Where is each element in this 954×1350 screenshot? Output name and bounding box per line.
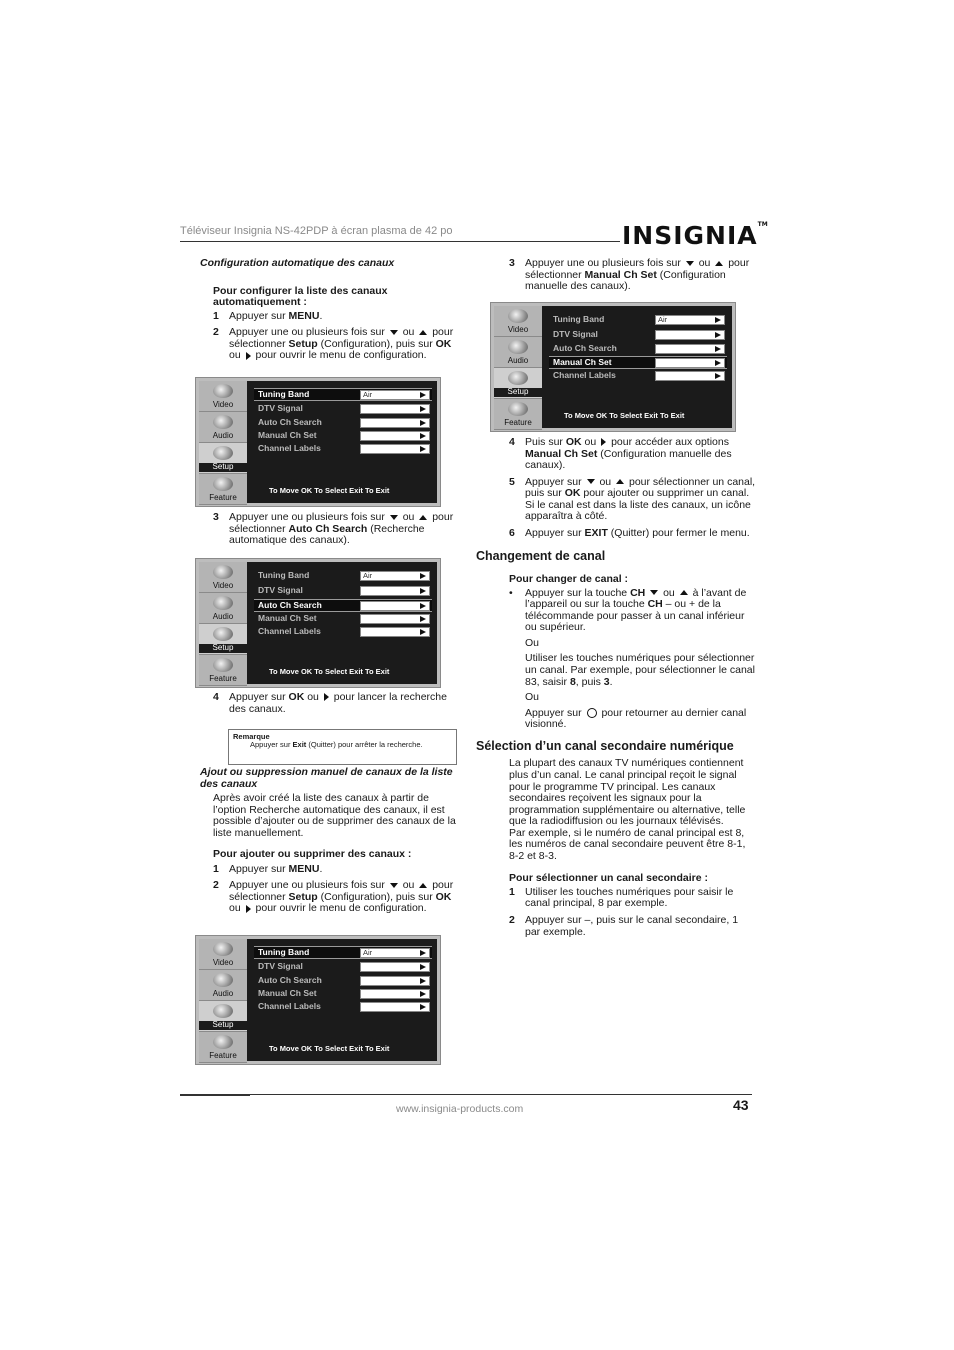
step-4-open-manual: 4 Puis sur OK ou pour accéder aux options Manual Ch Set (Configuration manuelle des canaux).: [509, 436, 732, 472]
osd-menu-screenshot: [490, 302, 736, 432]
osd-tab-feature: Feature: [199, 655, 247, 686]
osd-tab-video: Video: [199, 381, 247, 412]
section-4-paragraph-2: Par exemple, si le numéro de canal principal est 8, les numéros de canal secondaire peuvent être 8-1, 8-2 et 8-3.: [509, 826, 746, 862]
osd-nav-hint: To Move OK To Select Exit To Exit: [269, 485, 390, 495]
up-arrow-icon: [616, 479, 624, 484]
right-arrow-icon: [420, 950, 426, 956]
osd-item-auto-ch-search: Auto Ch Search: [254, 599, 432, 612]
osd-item-manual-ch-set: Manual Ch Set: [254, 988, 432, 1001]
footer-rule-accent: [180, 1094, 250, 1096]
or-separator: Ou: [525, 691, 540, 704]
note-body: Appuyer sur Exit (Quitter) pour arrêter la recherche.: [250, 740, 423, 750]
osd-tab-bar: [199, 381, 247, 503]
osd-tab-video: Video: [199, 939, 247, 970]
or-separator: Ou: [525, 636, 540, 649]
step-2-setup: 2 Appuyer une ou plusieurs fois sur ou pour sélectionner Setup (Configuration), puis sur OK ou pour ouvrir le menu de configuration.: [213, 879, 454, 915]
osd-item-tuning-band: Tuning Band Air: [254, 388, 432, 401]
osd-item-auto-ch-search: Auto Ch Search: [254, 417, 432, 430]
feature-icon: [213, 658, 233, 672]
video-icon: [213, 384, 233, 398]
osd-tab-audio: Audio: [494, 337, 542, 368]
right-arrow-icon: [715, 360, 721, 366]
logo-tm: TM: [757, 221, 768, 228]
footer-rule: [180, 1094, 752, 1095]
osd-item-dtv-signal: DTV Signal: [254, 403, 432, 416]
up-arrow-icon: [419, 515, 427, 520]
header-rule: [180, 241, 620, 242]
section-title-manual: Ajout ou suppression manuel de canaux de la liste des canaux: [200, 766, 453, 790]
osd-tab-audio: Audio: [199, 412, 247, 443]
procedure-title-subchannel: Pour sélectionner un canal secondaire :: [509, 872, 708, 885]
right-steps-block: [476, 437, 756, 938]
osd-item-tuning-band: Tuning Band Air: [549, 314, 727, 327]
osd-item-dtv-signal: DTV Signal: [549, 329, 727, 342]
setup-icon: [213, 446, 233, 460]
up-arrow-icon: [419, 883, 427, 888]
osd-tab-setup: Setup: [199, 624, 247, 655]
feature-icon: [508, 402, 528, 416]
osd-item-dtv-signal: DTV Signal: [254, 961, 432, 974]
osd-item-channel-labels: Channel Labels: [254, 626, 432, 639]
osd-menu-screenshot: [195, 935, 441, 1065]
right-arrow-icon: [420, 392, 426, 398]
osd-item-list: [544, 306, 732, 428]
right-arrow-icon: [715, 317, 721, 323]
osd-nav-hint: To Move OK To Select Exit To Exit: [564, 410, 685, 420]
osd-screen: [494, 306, 732, 428]
alt-number-keys: Utiliser les touches numériques pour sélectionner un canal. Par exemple, pour sélectionner le canal 83, saisir 8, puis 3.: [525, 652, 755, 688]
right-arrow-icon: [715, 332, 721, 338]
osd-item-list: [249, 939, 437, 1061]
left-step-3-block: [200, 512, 460, 547]
right-column: [476, 258, 756, 293]
right-arrow-icon: [715, 346, 721, 352]
alt-recall: Appuyer sur pour retourner au dernier canal visionné.: [525, 706, 747, 731]
right-arrow-icon: [420, 588, 426, 594]
right-arrow-icon: [420, 991, 426, 997]
setup-icon: [213, 627, 233, 641]
osd-tab-setup: Setup: [199, 443, 247, 474]
right-arrow-icon: [420, 406, 426, 412]
setup-icon: [213, 1004, 233, 1018]
step-1-menu: 1 Appuyer sur MENU.: [213, 309, 323, 322]
osd-menu-screenshot: [195, 377, 441, 507]
procedure-title-auto: Pour configurer la liste des canaux automatiquement :: [213, 284, 388, 309]
feature-icon: [213, 477, 233, 491]
step-3-manual-ch-set: 3 Appuyer une ou plusieurs fois sur ou pour sélectionner Manual Ch Set (Configuration manuelle des canaux).: [509, 257, 750, 293]
section-title-change-channel: Changement de canal: [476, 549, 606, 564]
osd-screen: [199, 939, 437, 1061]
procedure-title-manual: Pour ajouter ou supprimer des canaux :: [213, 848, 412, 861]
right-arrow-icon: [420, 978, 426, 984]
osd-item-manual-ch-set: Manual Ch Set: [549, 356, 727, 369]
video-icon: [213, 942, 233, 956]
osd-item-manual-ch-set: Manual Ch Set: [254, 613, 432, 626]
right-arrow-icon: [420, 964, 426, 970]
osd-item-channel-labels: Channel Labels: [549, 370, 727, 383]
down-arrow-icon: [686, 261, 694, 266]
right-arrow-icon: [420, 629, 426, 635]
up-arrow-icon: [680, 590, 688, 595]
section-4-paragraph-1: La plupart des canaux TV numériques contiennent plus d’un canal. Le canal principal reçoit le signal pour le programme TV principal. Les canaux secondaires reçoivent les signaux pour la programmation supplémentaire ou alternative, telle que la radiodiffusion ou les journaux télévisés.: [509, 757, 746, 828]
right-arrow-icon: [420, 603, 426, 609]
step-3-auto-ch-search: 3 Appuyer une ou plusieurs fois sur ou pour sélectionner Auto Ch Search (Recherche automatique des canaux).: [213, 511, 454, 547]
step-2-subchannel: 2 Appuyer sur –, puis sur le canal secondaire, 1 par exemple.: [509, 914, 739, 938]
osd-item-list: [249, 562, 437, 684]
speaker-icon: [213, 596, 233, 610]
down-arrow-icon: [390, 515, 398, 520]
video-icon: [508, 309, 528, 323]
osd-tab-bar: [494, 306, 542, 428]
right-arrow-icon: [420, 616, 426, 622]
osd-tab-setup: Setup: [494, 368, 542, 399]
section-title-auto-setup: Configuration automatique des canaux: [200, 257, 395, 269]
osd-screen: [199, 381, 437, 503]
left-column: [200, 258, 460, 362]
up-arrow-icon: [419, 330, 427, 335]
procedure-title-change: Pour changer de canal :: [509, 573, 629, 586]
right-arrow-icon: [420, 420, 426, 426]
osd-tab-video: Video: [494, 306, 542, 337]
right-arrow-icon: [420, 573, 426, 579]
right-arrow-icon: [324, 693, 329, 701]
osd-item-tuning-band: Tuning Band Air: [254, 946, 432, 959]
step-6-exit: 6 Appuyer sur EXIT (Quitter) pour fermer le menu.: [509, 526, 750, 539]
osd-item-dtv-signal: DTV Signal: [254, 585, 432, 598]
osd-tab-feature: Feature: [494, 399, 542, 430]
up-arrow-icon: [715, 261, 723, 266]
right-arrow-icon: [601, 438, 606, 446]
speaker-icon: [213, 415, 233, 429]
step-1-main-channel: 1 Utiliser les touches numériques pour saisir le canal principal, 8 par exemple.: [509, 885, 734, 910]
osd-tab-feature: Feature: [199, 474, 247, 505]
osd-item-tuning-band: Tuning Band Air: [254, 570, 432, 583]
osd-tab-bar: [199, 939, 247, 1061]
osd-item-channel-labels: Channel Labels: [254, 1001, 432, 1014]
osd-tab-setup: Setup: [199, 1001, 247, 1032]
osd-tab-feature: Feature: [199, 1032, 247, 1063]
down-arrow-icon: [390, 330, 398, 335]
right-arrow-icon: [420, 1004, 426, 1010]
osd-screen: [199, 562, 437, 684]
down-arrow-icon: [650, 590, 658, 595]
osd-tab-bar: [199, 562, 247, 684]
setup-icon: [508, 371, 528, 385]
left-step-4-block: [200, 692, 460, 715]
osd-nav-hint: To Move OK To Select Exit To Exit: [269, 1043, 390, 1053]
osd-tab-audio: Audio: [199, 970, 247, 1001]
step-1-menu: 1 Appuyer sur MENU.: [213, 862, 323, 875]
note-title: Remarque: [233, 732, 270, 741]
right-arrow-icon: [420, 433, 426, 439]
section-2-paragraph: Après avoir créé la liste des canaux à partir de l’option Recherche automatique des canaux, il est possible d’ajouter ou de supprimer des canaux de la liste manuellement.: [213, 792, 456, 839]
down-arrow-icon: [390, 883, 398, 888]
step-5-add-remove: 5 Appuyer sur ou pour sélectionner un canal, puis sur OK pour ajouter ou supprimer un canal. Si le canal est dans la liste des canaux, un icône apparaîtra à côté.: [509, 475, 756, 523]
right-arrow-icon: [246, 352, 251, 360]
osd-nav-hint: To Move OK To Select Exit To Exit: [269, 666, 390, 676]
osd-item-auto-ch-search: Auto Ch Search: [549, 343, 727, 356]
video-icon: [213, 565, 233, 579]
brand-logo: [622, 222, 768, 250]
logo-text: INSIGNIA: [622, 221, 758, 250]
bullet-ch-buttons: • Appuyer sur la touche CH ou à l’avant de l’appareil ou sur la touche CH – ou + de la télécommande pour passer à un canal inférieur ou supérieur.: [509, 586, 747, 634]
feature-icon: [213, 1035, 233, 1049]
right-arrow-icon: [420, 446, 426, 452]
step-4-start-search: 4 Appuyer sur OK ou pour lancer la recherche des canaux.: [213, 691, 447, 715]
footer-url: www.insignia-products.com: [396, 1103, 524, 1115]
osd-item-manual-ch-set: Manual Ch Set: [254, 430, 432, 443]
running-header: Téléviseur Insignia NS-42PDP à écran plasma de 42 po: [180, 225, 453, 237]
left-section-2: [200, 767, 460, 915]
speaker-icon: [213, 973, 233, 987]
osd-item-list: [249, 381, 437, 503]
note-box: [228, 729, 457, 765]
right-arrow-icon: [246, 905, 251, 913]
section-title-subchannel: Sélection d’un canal secondaire numérique: [476, 738, 734, 753]
speaker-icon: [508, 340, 528, 354]
osd-item-auto-ch-search: Auto Ch Search: [254, 975, 432, 988]
osd-menu-screenshot: [195, 558, 441, 688]
right-arrow-icon: [715, 373, 721, 379]
down-arrow-icon: [587, 479, 595, 484]
page-number: 43: [733, 1097, 749, 1113]
osd-tab-audio: Audio: [199, 593, 247, 624]
step-2-setup: 2 Appuyer une ou plusieurs fois sur ou pour sélectionner Setup (Configuration), puis sur OK ou pour ouvrir le menu de configuration.: [213, 326, 454, 362]
recall-icon: [587, 708, 597, 718]
osd-item-channel-labels: Channel Labels: [254, 443, 432, 456]
osd-tab-video: Video: [199, 562, 247, 593]
